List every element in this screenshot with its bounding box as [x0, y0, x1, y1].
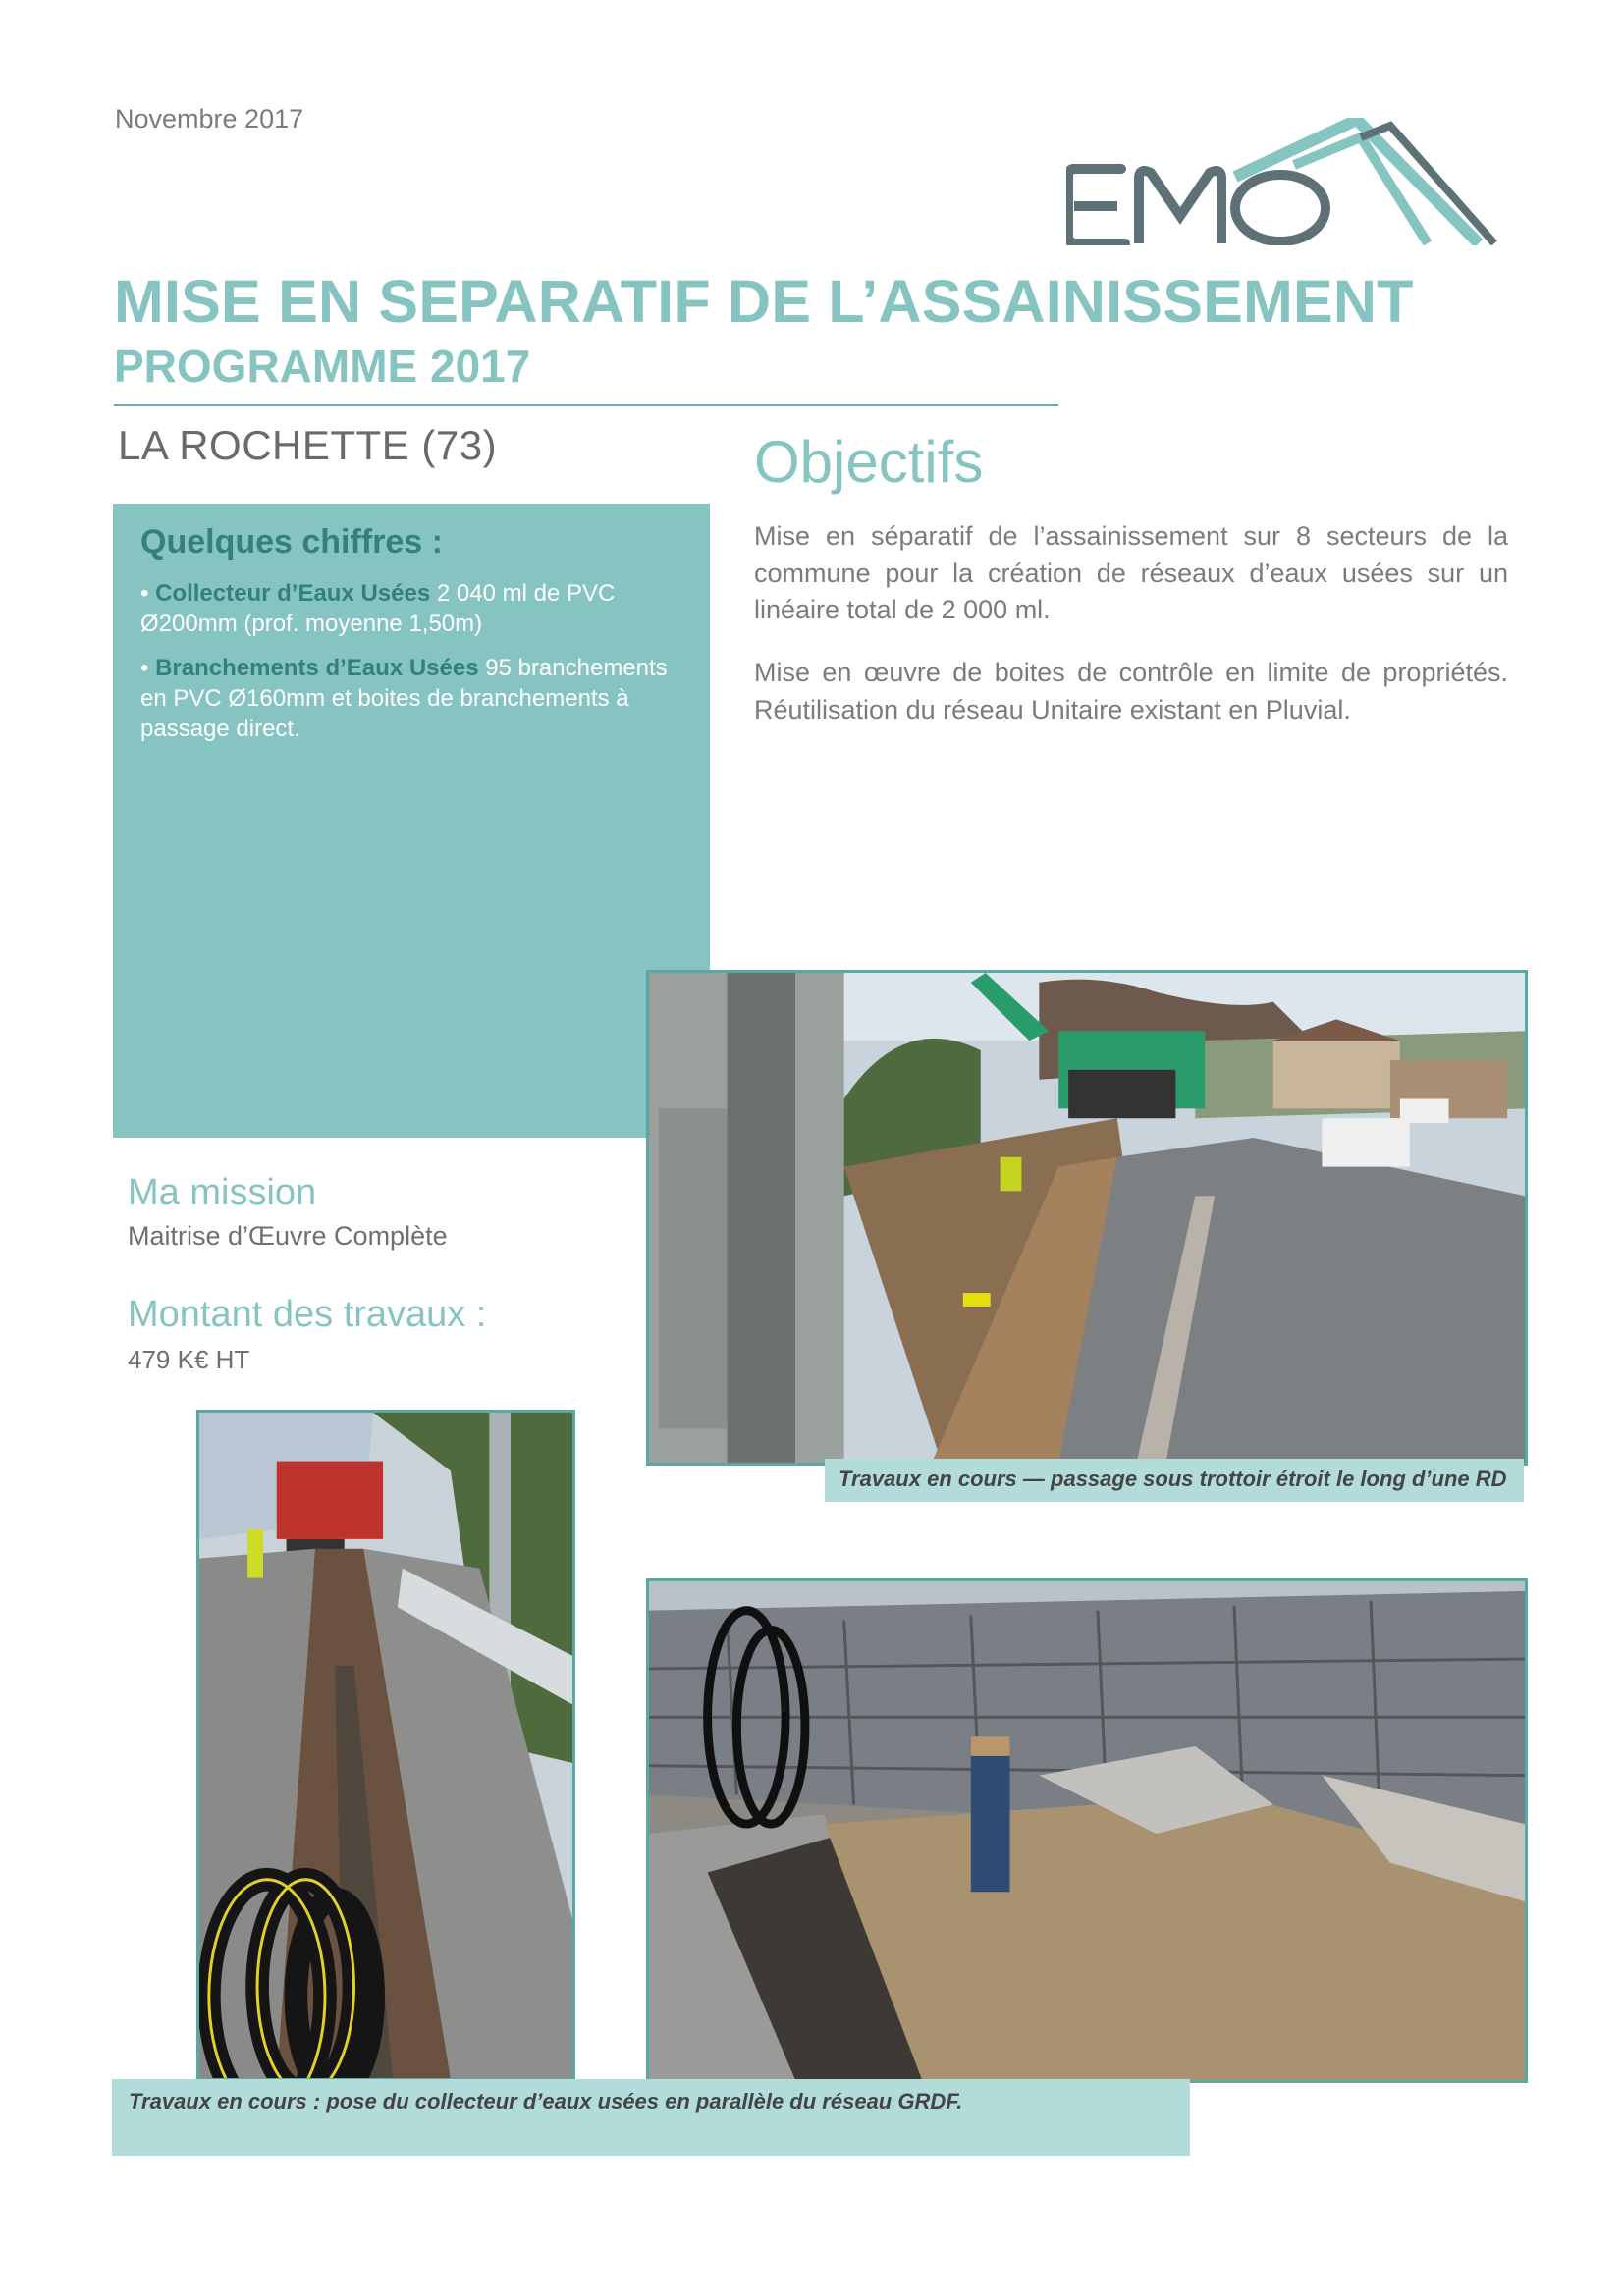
page-subtitle: PROGRAMME 2017: [114, 341, 531, 392]
key-figure-text: 2 040 ml de PVC Ø200mm (prof. moyenne 1,50m): [140, 580, 616, 637]
objectives-heading: Objectifs: [754, 429, 984, 495]
mission-value: Maitrise d’Œuvre Complète: [128, 1221, 448, 1251]
bullet: •: [140, 580, 149, 607]
bullet: •: [140, 655, 149, 681]
key-figure-text: 95 branchements en PVC Ø160mm et boites de branchements à passage direct.: [140, 655, 668, 742]
key-figure-collector: [140, 578, 695, 639]
photo-caption: [825, 1459, 1524, 1502]
document-date: Novembre 2017: [115, 104, 304, 133]
company-logo: [1066, 118, 1498, 245]
key-figures-box: [113, 504, 710, 1138]
caption-text: Travaux en cours : pose du collecteur d’eaux usées en parallèle du réseau GRDF.: [129, 2089, 963, 2113]
worksite-photo-road: [646, 970, 1528, 1466]
key-figures-title: Quelques chiffres :: [140, 523, 443, 561]
key-figure-label: Collecteur d’Eaux Usées: [155, 580, 431, 607]
location-heading: LA ROCHETTE (73): [118, 422, 498, 468]
title-divider: [114, 404, 1058, 406]
amount-heading: Montant des travaux :: [128, 1294, 487, 1335]
objectives-paragraph: Mise en séparatif de l’assainissement sur 8 secteurs de la commune pour la création de réseaux d’eaux usées sur un linéaire total de 2 000 ml.: [754, 521, 1508, 624]
key-figure-connections: [140, 653, 695, 744]
worksite-photo-wall: [646, 1578, 1528, 2083]
objectives-paragraph: Mise en œuvre de boites de contrôle en limite de propriétés. Réutilisation du réseau Unitaire existant en Pluvial.: [754, 658, 1508, 724]
worksite-photo-trench: [196, 1410, 575, 2081]
amount-value: 479 K€ HT: [128, 1345, 250, 1374]
caption-text: Travaux en cours — passage sous trottoir étroit le long d’une RD: [839, 1467, 1507, 1491]
photo-caption: [112, 2079, 1190, 2156]
page-title: MISE EN SEPARATIF DE L’ASSAINISSEMENT: [114, 268, 1414, 335]
key-figure-label: Branchements d’Eaux Usées: [155, 655, 479, 681]
mission-heading: Ma mission: [128, 1172, 317, 1213]
